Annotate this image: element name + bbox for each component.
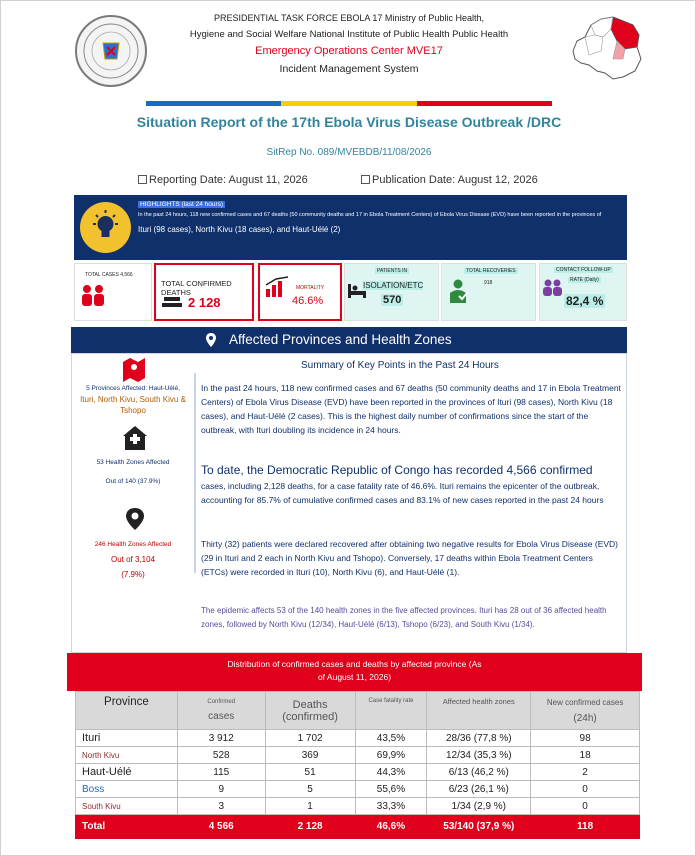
location-pin-icon	[205, 332, 217, 348]
header-line-1: PRESIDENTIAL TASK FORCE EBOLA 17 Ministry of Public Health,	[214, 13, 484, 23]
health-zones-line1: 53 Health Zones Affected	[96, 459, 170, 466]
col-zones: Affected health zones	[427, 692, 531, 730]
cell-deaths: 369	[265, 747, 355, 764]
cell-zones: 1/34 (2,9 %)	[427, 798, 531, 815]
cell-cfr: 46,6%	[355, 815, 427, 839]
total-cases-label: TOTAL CASES 4,566	[85, 272, 133, 278]
cell-cfr: 43,5%	[355, 730, 427, 747]
report-title: Situation Report of the 17th Ebola Virus Disease Outbreak /DRC	[136, 114, 562, 130]
cell-cases: 9	[177, 781, 265, 798]
cell-province: North Kivu	[76, 747, 178, 764]
col-confirmed-line2: cases	[208, 711, 235, 722]
health-zones-line2: Out of 140 (37.9%)	[105, 478, 161, 485]
cell-cases: 528	[177, 747, 265, 764]
table-row	[76, 798, 640, 815]
col-deaths-line2: (confirmed)	[282, 710, 338, 723]
cell-new: 118	[531, 815, 640, 839]
cell-cases: 3 912	[177, 730, 265, 747]
total-cases-card	[74, 263, 152, 321]
health-areas-affected-text	[77, 539, 189, 580]
drc-map-icon	[567, 11, 645, 83]
confirmed-deaths-value: 2 128	[188, 295, 221, 310]
section-header	[71, 327, 627, 353]
col-cfr: Case fatality rate	[355, 692, 427, 730]
header-line-4: Incident Management System	[279, 63, 419, 75]
col-new-line1: New confirmed cases	[546, 697, 624, 707]
cell-cfr: 33,3%	[355, 798, 427, 815]
col-new-line2: (24h)	[573, 712, 597, 724]
isolation-value: 570	[383, 294, 402, 306]
recovered-person-icon	[448, 278, 472, 304]
province-table	[75, 691, 640, 839]
cell-zones: 12/34 (35,3 %)	[427, 747, 531, 764]
cell-deaths: 5	[265, 781, 355, 798]
sitrep-number: SitRep No. 089/MVEBDB/11/08/2026	[266, 147, 432, 158]
cell-deaths: 2 128	[265, 815, 355, 839]
cell-cases: 4 566	[177, 815, 265, 839]
provinces-affected-text	[77, 383, 189, 416]
flag-color-bar	[146, 101, 552, 106]
cell-cfr: 69,9%	[355, 747, 427, 764]
section-title: Affected Provinces and Health Zones	[229, 332, 452, 347]
mortality-card	[258, 263, 342, 321]
followup-card	[539, 263, 627, 321]
section-divider	[194, 373, 196, 573]
isolation-card	[344, 263, 439, 321]
cell-province: Ituri	[76, 730, 178, 747]
table-row	[76, 747, 640, 764]
health-areas-line2: Out of 3,104	[110, 555, 156, 564]
cell-new: 0	[531, 798, 640, 815]
cell-province: Haut-Uélé	[76, 764, 178, 781]
table-row	[76, 764, 640, 781]
mortality-label: MORTALITY	[296, 285, 325, 291]
table-caption-line2: of August 11, 2026)	[317, 672, 392, 682]
calendar-icon	[138, 175, 147, 184]
recoveries-card	[441, 263, 536, 321]
cell-cfr: 55,6%	[355, 781, 427, 798]
people-icon	[79, 282, 107, 308]
cell-cfr: 44,3%	[355, 764, 427, 781]
health-areas-line3: (7.9%)	[121, 570, 145, 579]
confirmed-deaths-label: TOTAL CONFIRMED DEATHS	[161, 279, 232, 297]
col-new	[531, 692, 640, 730]
table-row	[76, 730, 640, 747]
recoveries-value: 918	[484, 280, 493, 286]
col-deaths-line1: Deaths	[292, 698, 328, 711]
highlights-tag: HIGHLIGHTS (last 24 hours)	[140, 201, 224, 208]
cell-cases: 3	[177, 798, 265, 815]
health-zones-affected-text	[77, 457, 189, 487]
highlights-provinces: Ituri (98 cases), North Kivu (18 cases), and Haut-Uélé (2)	[138, 225, 341, 234]
cell-zones: 53/140 (37,9 %)	[427, 815, 531, 839]
patients-label: PATIENTS IN	[377, 268, 408, 274]
summary-heading: Summary of Key Points in the Past 24 Hours	[301, 360, 499, 371]
table-row	[76, 781, 640, 798]
cell-zones: 6/23 (26,1 %)	[427, 781, 531, 798]
area-pin-icon	[123, 506, 147, 534]
calendar-icon	[361, 175, 370, 184]
cell-province: Boss	[76, 781, 178, 798]
header-line-2: Hygiene and Social Welfare National Institute of Public Health Public Health	[189, 29, 509, 40]
coffin-icon	[162, 295, 184, 309]
table-header-row	[76, 692, 640, 730]
cell-new: 18	[531, 747, 640, 764]
followup-label: CONTACT FOLLOW-UP	[556, 267, 611, 273]
cell-new: 98	[531, 730, 640, 747]
chart-up-icon	[264, 275, 292, 299]
followup-label-rate: RATE (Daily)	[570, 277, 599, 283]
table-caption-line1: Distribution of confirmed cases and deaths by affected province (As	[227, 659, 482, 669]
recoveries-label: TOTAL RECOVERIES	[466, 268, 516, 274]
paragraph-totals: cases, including 2,128 deaths, for a case fatality rate of 46.6%. Ituri remains the epicenter of the outbreak, accounting for 85.7% of cumulative confirmed cases and 83.1% of new cases reported in the past 24 hours	[201, 481, 604, 505]
provinces-affected-line2: Ituri, North Kivu, South Kivu & Tshopo	[80, 395, 186, 415]
highlights-text: In the past 24 hours, 118 new confirmed cases and 67 deaths (50 community deaths and 17 in Ebola Treatment Centers) of Ebola Virus Disease (EVD) have been reported in the provinces of	[138, 212, 602, 218]
health-areas-line1: 246 Health Zones Affected	[94, 541, 172, 548]
paragraph-new-cases: In the past 24 hours, 118 new confirmed cases and 67 deaths (50 community deaths and 17 in Ebola Treatment Centers) of Ebola Virus Disease (EVD) have been reported in the provinces of Ituri (98 cases), North Kivu (18 cases), and Haut-Uélé (2 cases). This is the highest daily number of confirmations since the start of the outbreak, with Ituri doubling its incidence in 24 hours.	[201, 383, 621, 435]
col-confirmed-line1: Confirmed	[207, 699, 236, 705]
paragraph-health-zones: The epidemic affects 53 of the 140 health zones in the five affected provinces. Ituri has 28 out of 36 affected health zones, followed by North Kivu (12/34), Haut-Uélé (6/13), Tshopo (6/23), and South Kivu (1/34).	[201, 606, 607, 629]
cell-deaths: 1	[265, 798, 355, 815]
cell-deaths: 1 702	[265, 730, 355, 747]
col-deaths	[265, 692, 355, 730]
lightbulb-icon	[80, 202, 131, 253]
col-province: Province	[76, 692, 178, 730]
table-total-row	[76, 815, 640, 839]
paragraph-recoveries: Thirty (32) patients were declared recovered after obtaining two negative results for Ebola Virus Disease (EVD) (29 in Ituri and 2 each in North Kivu and Tshopo). Conversely, 17 deaths within Ebola Treatment Centers (ETCs) were recorded in Ituri (10), North Kivu (6), and Haut-Uélé (1).	[201, 539, 619, 577]
table-caption	[67, 653, 642, 691]
mortality-value: 46.6%	[292, 295, 324, 307]
provinces-affected-line1: 5 Provinces Affected: Haut-Uélé,	[86, 385, 180, 392]
province-map-icon	[120, 354, 148, 382]
cell-zones: 6/13 (46,2 %)	[427, 764, 531, 781]
confirmed-deaths-card	[154, 263, 254, 321]
cell-province: South Kivu	[76, 798, 178, 815]
header-line-3: Emergency Operations Center MVE17	[255, 45, 443, 57]
isolation-label: ISOLATION/ETC	[363, 281, 424, 290]
cell-zones: 28/36 (77,8 %)	[427, 730, 531, 747]
cell-cases: 115	[177, 764, 265, 781]
contacts-icon	[542, 278, 564, 298]
cell-new: 0	[531, 781, 640, 798]
hospital-icon	[121, 424, 149, 452]
cell-deaths: 51	[265, 764, 355, 781]
paragraph-totals-lead: To date, the Democratic Republic of Congo has recorded 4,566 confirmed	[201, 463, 593, 477]
followup-value: 82,4 %	[566, 294, 604, 308]
col-confirmed	[177, 692, 265, 730]
cell-new: 2	[531, 764, 640, 781]
publication-date: Publication Date: August 12, 2026	[361, 174, 538, 186]
highlights-box	[74, 195, 627, 260]
reporting-date: Reporting Date: August 11, 2026	[138, 174, 308, 186]
cell-province: Total	[76, 815, 178, 839]
